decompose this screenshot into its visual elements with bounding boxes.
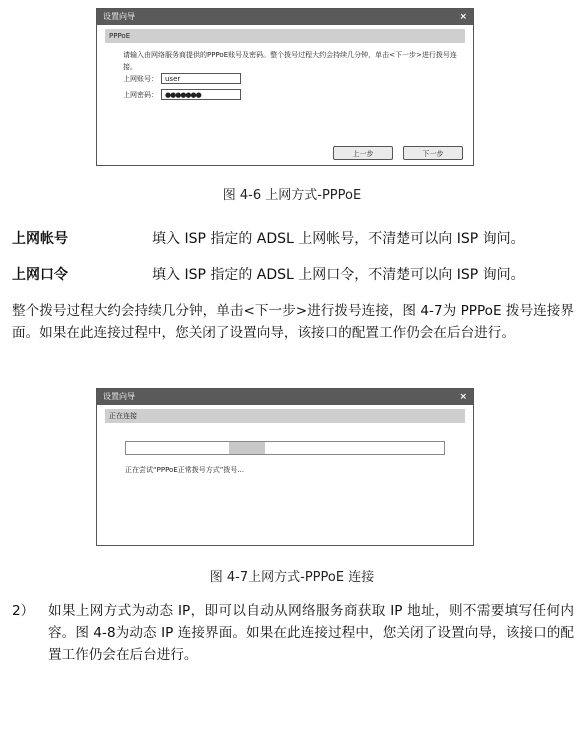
list-item-number: 2） <box>12 603 35 619</box>
definition-text: 填入 ISP 指定的 ADSL 上网帐号，不清楚可以向 ISP 询问。 <box>152 231 525 247</box>
dialog-title: 设置向导 <box>103 392 135 401</box>
progress-fill <box>229 442 266 454</box>
next-button[interactable]: 下一步 <box>403 146 463 160</box>
password-input[interactable]: ●●●●●●● <box>161 89 241 100</box>
list-item-text: 如果上网方式为动态 IP，即可以自动从网络服务商获取 IP 地址，则不需要填写任何内容。图 4-8为动态 IP 连接界面。如果在此连接过程中，您关闭了设置向导，该接口的配置工作仍会在后台进行。 <box>48 603 574 663</box>
connecting-dialog <box>96 388 474 546</box>
close-icon[interactable]: × <box>459 12 467 22</box>
section-header: 正在连接 <box>105 409 465 423</box>
figure-caption-2: 图 4-7上网方式-PPPoE 连接 <box>209 570 375 585</box>
account-row <box>123 73 241 84</box>
close-icon[interactable]: × <box>459 392 467 402</box>
password-label: 上网密码： <box>123 90 158 99</box>
account-label: 上网账号： <box>123 74 158 83</box>
definition-term: 上网口令 <box>12 267 68 283</box>
figure-caption-1: 图 4-6 上网方式-PPPoE <box>222 188 362 203</box>
body-paragraph: 整个拨号过程大约会持续几分钟，单击<下一步>进行拨号连接，图 4-7为 PPPoE 拨号连接界面。如果在此连接过程中，您关闭了设置向导，该接口的配置工作仍会在后台进行。 <box>12 303 574 341</box>
definition-term: 上网帐号 <box>12 231 68 247</box>
password-row <box>123 89 241 100</box>
connection-progress-bar <box>125 441 445 455</box>
connection-status-text: 正在尝试“PPPoE正常拨号方式”拨号... <box>125 466 245 474</box>
definition-account <box>12 228 525 248</box>
section-header: PPPoE <box>105 29 465 43</box>
dialog-description: 请输入由网络服务商提供的PPPoE账号及密码。整个拨号过程大约会持续几分钟，单击<下一步>进行拨号连接。 <box>123 51 457 71</box>
list-item-2 <box>12 600 574 666</box>
dialog-title: 设置向导 <box>103 12 135 21</box>
dialog-titlebar <box>97 389 473 405</box>
prev-button[interactable]: 上一步 <box>333 146 393 160</box>
account-input[interactable]: user <box>161 73 241 84</box>
definition-text: 填入 ISP 指定的 ADSL 上网口令，不清楚可以向 ISP 询问。 <box>152 267 525 283</box>
definition-password <box>12 264 525 284</box>
pppoe-dialog <box>96 8 474 166</box>
dialog-titlebar <box>97 9 473 25</box>
